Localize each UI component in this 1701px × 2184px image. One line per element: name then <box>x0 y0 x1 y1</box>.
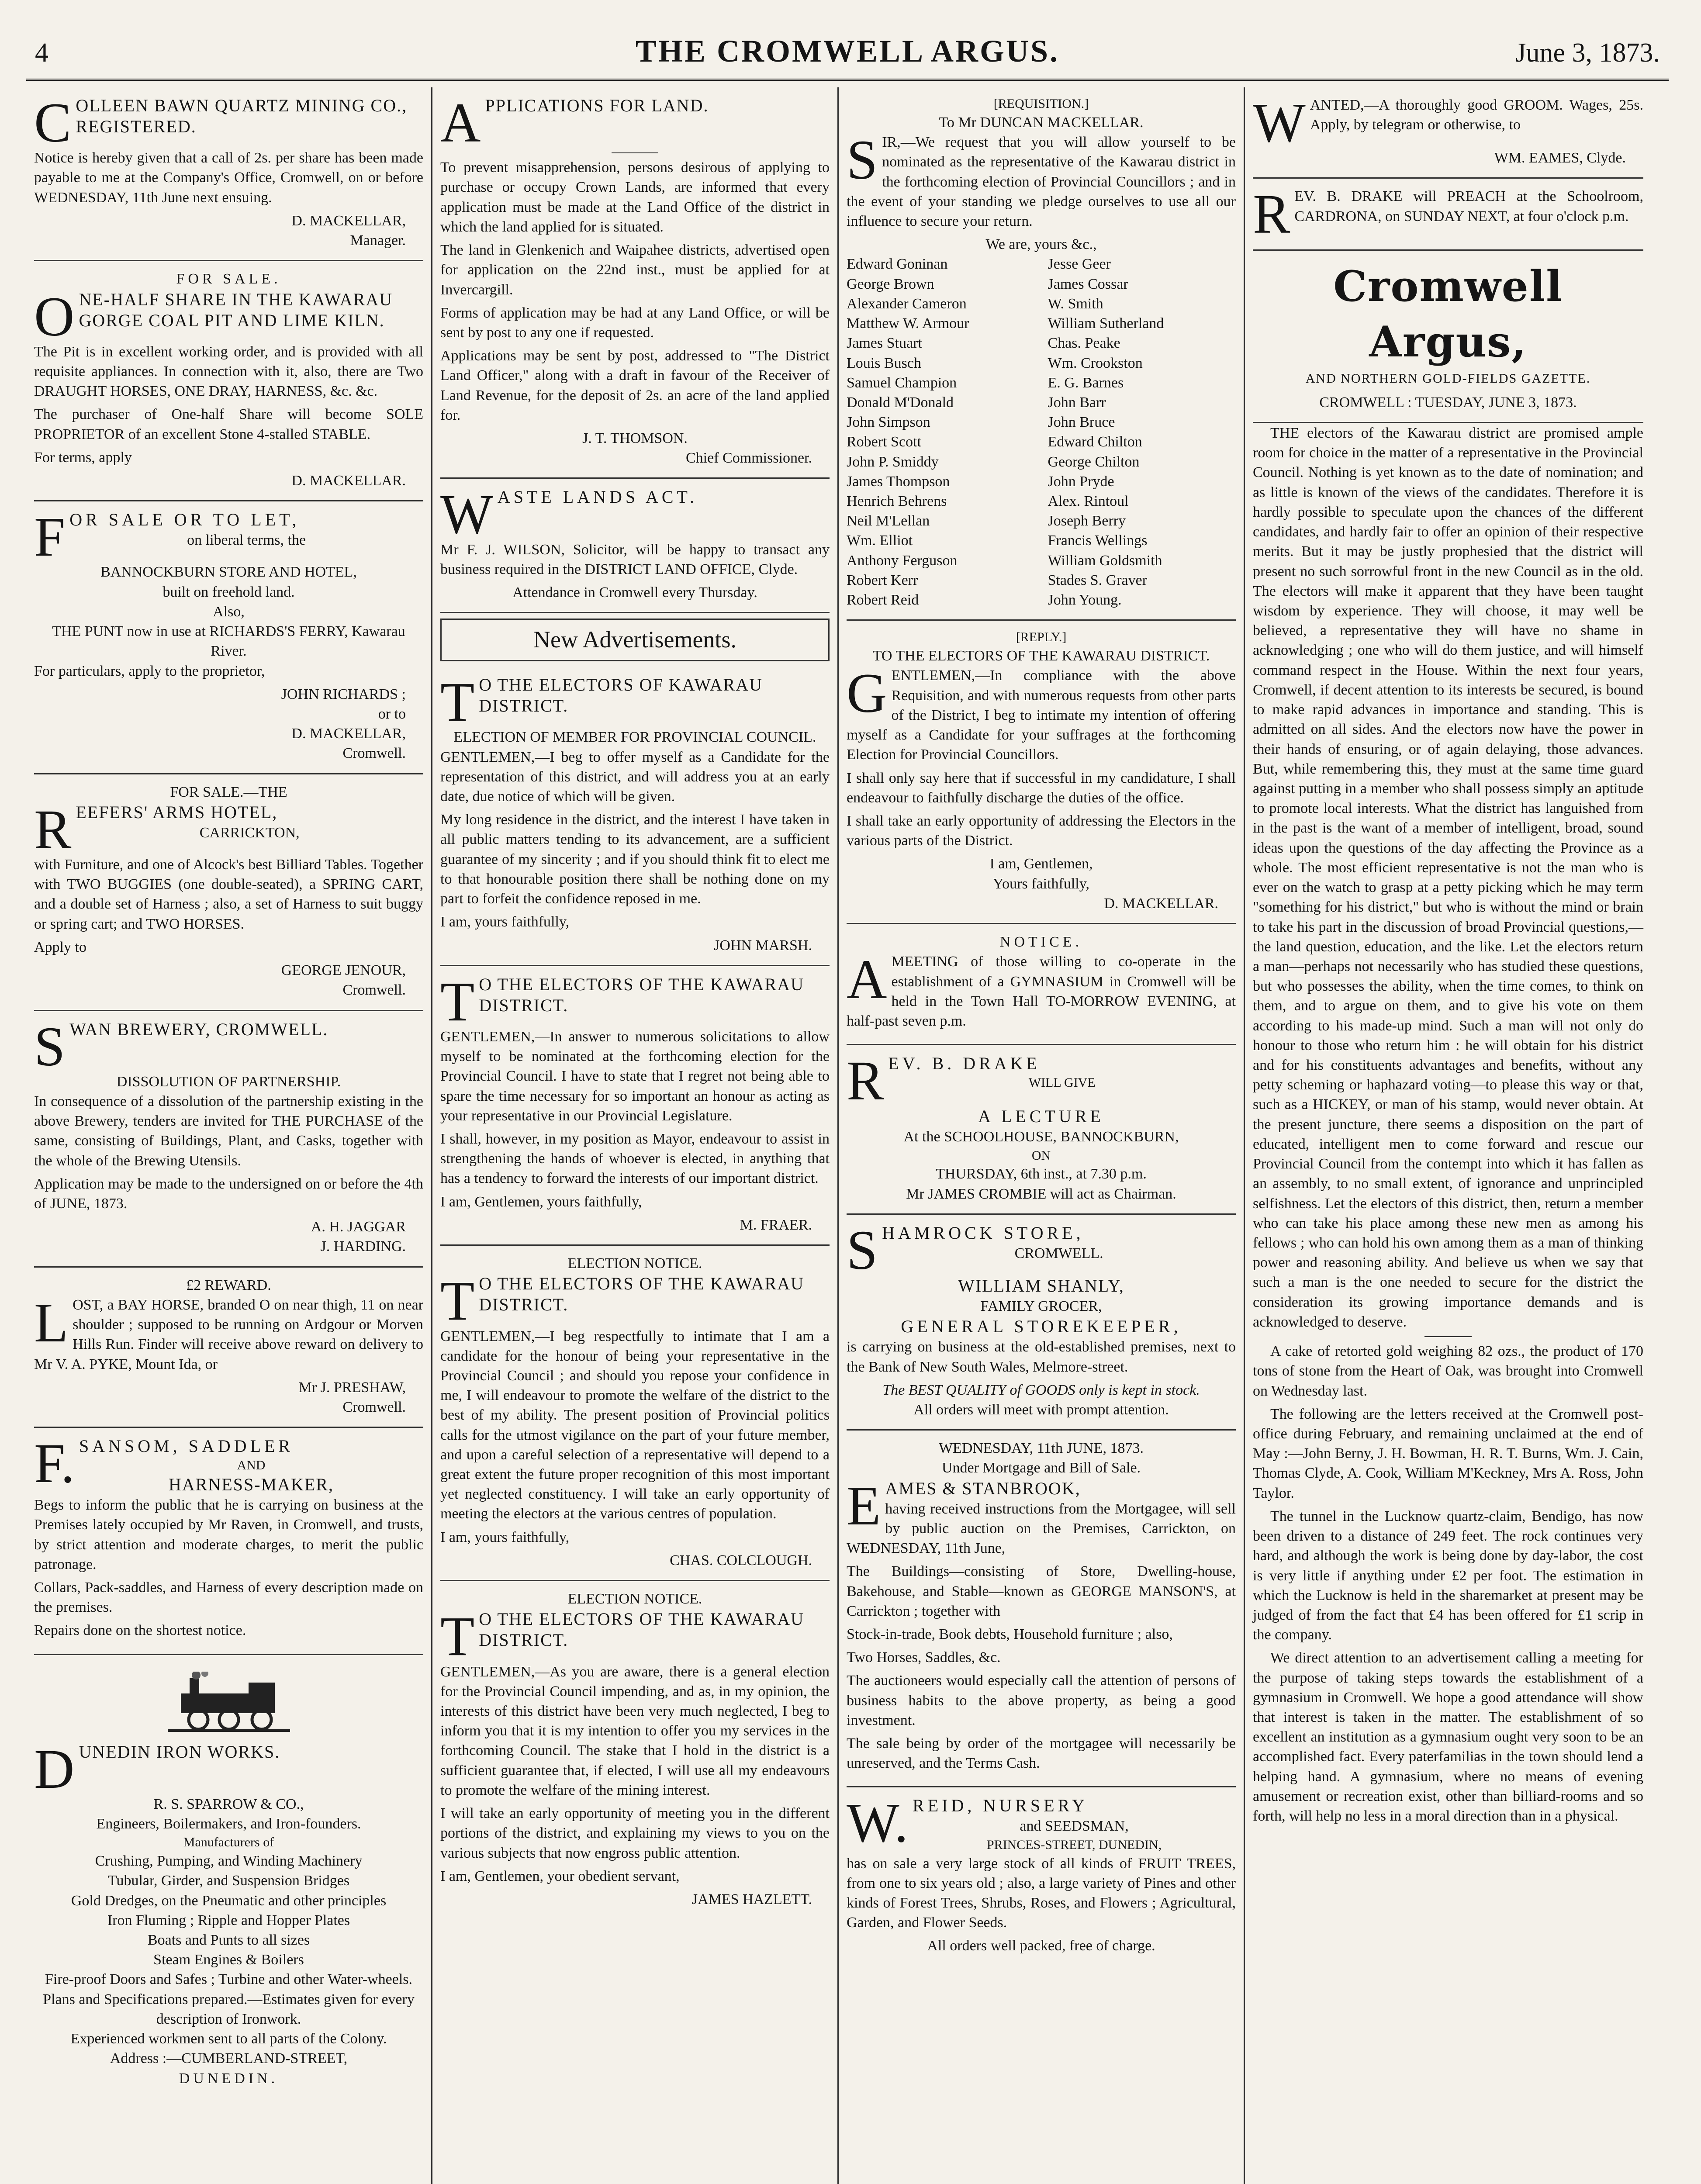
signature: or to <box>378 705 406 722</box>
ad-colleen-bawn <box>34 87 423 261</box>
ad-colclough <box>440 1246 830 1581</box>
drop-cap: W <box>1253 92 1306 154</box>
ad-body: Apply to <box>34 939 86 955</box>
signature: D. MACKELLAR. <box>291 473 406 489</box>
signatory-name: John Bruce <box>1048 414 1115 431</box>
ad-title: EV. B. DRAKE <box>888 1054 1041 1074</box>
news-paragraph: The following are the letters received at the Cromwell post-office during February, and remaining unclaimed at the end of May :—John Berny, J. H. Bowman, H. R. T. Burns, Wm. J. Cain, Thomas Clyde, A. Cook, William M'Keckney, Mrs A. Ross, John Taylor. <box>1253 1406 1643 1501</box>
divider <box>612 152 658 153</box>
ad-eames-auction <box>847 1431 1236 1787</box>
firm-name: R. S. SPARROW & CO., <box>153 1796 304 1812</box>
ad-line: Steam Engines & Boilers <box>153 1952 304 1968</box>
ad-body: OST, a BAY HORSE, branded O on near thigh, 11 on near shoulder ; supposed to be running on Ardgour or Morven Hills Run. Finder will receive above reward on delivery to Mr V. A. PYKE, Mount Ida, or <box>34 1296 423 1372</box>
signatory-name: Henrich Behrens <box>847 493 947 510</box>
ad-line: Fire-proof Doors and Safes ; Turbine and other Water-wheels. <box>45 1971 413 1988</box>
ad-title: O THE ELECTORS OF THE KAWARAU DISTRICT. <box>479 974 805 1015</box>
ad-body: The Pit is in excellent working order, and is provided with all requisite appliances. In connection with it, also, there are Two DRAUGHT HORSES, ONE DRAY, HARNESS, &c. &c. <box>34 343 423 400</box>
signature: D. MACKELLAR, <box>291 212 406 229</box>
ad-body: I am, Gentlemen, your obedient servant, <box>440 1868 680 1884</box>
columns <box>26 87 1669 2184</box>
ad-line: Mr JAMES CROMBIE will act as Chairman. <box>906 1185 1176 1202</box>
ad-swan-brewery <box>34 1011 423 1268</box>
signatory-list <box>847 254 1236 610</box>
ad-body: The purchaser of One-half Share will become SOLE PROPRIETOR of an excellent Stone 4-stalled STABLE. <box>34 406 423 442</box>
ad-body: I shall only say here that if successful in my candidature, I shall endeavour to faithfully discharge the duties of the office. <box>847 770 1236 806</box>
editorial-subtitle: AND NORTHERN GOLD-FIELDS GAZETTE. <box>1305 371 1591 386</box>
divider <box>1424 1336 1471 1337</box>
signature: JOHN MARSH. <box>714 937 812 954</box>
signature: Mr J. PRESHAW, <box>298 1379 406 1396</box>
ad-body: MEETING of those willing to co-operate in the establishment of a GYMNASIUM in Cromwell will be held in the Town Hall TO-MORROW EVENING, at half-past seven p.m. <box>847 954 1236 1029</box>
ad-title: O THE ELECTORS OF THE KAWARAU DISTRICT. <box>479 1609 805 1650</box>
ad-title: EEFERS' ARMS HOTEL, <box>76 802 278 822</box>
column-2 <box>432 87 839 2184</box>
ad-line: I am, Gentlemen, <box>989 856 1093 872</box>
signatory-name: Robert Scott <box>847 434 921 450</box>
signatory-name: John Simpson <box>847 414 930 431</box>
signatory-name: Samuel Champion <box>847 374 957 391</box>
ad-body: For particulars, apply to the proprietor, <box>34 663 265 679</box>
ad-line: At the SCHOOLHOUSE, BANNOCKBURN, <box>903 1129 1179 1145</box>
editorial-masthead <box>1253 251 1643 423</box>
ad-body: To prevent misapprehension, persons desirous of applying to purchase or occupy Crown Lands, are informed that every application must be made at the Land Office of the district in which the land applied for is situated. <box>440 159 830 235</box>
ad-body: The Buildings—consisting of Store, Dwelling-house, Bakehouse, and Stable—known as GEORGE MANSON'S, at Carrickton ; together with <box>847 1563 1236 1619</box>
ad-body: GENTLEMEN,—I beg to offer myself as a Candidate for the representation of this district, and will address you at an early date, due notice of which will be given. <box>440 749 830 805</box>
ad-line: Address :—CUMBERLAND-STREET, <box>110 2050 348 2067</box>
drop-cap: A <box>440 92 481 154</box>
signatory-name: Edward Goninan <box>847 256 948 273</box>
ad-line: FAMILY GROCER, <box>980 1298 1102 1315</box>
ad-heading: [REPLY.] <box>1016 630 1067 645</box>
ad-title: NE-HALF SHARE IN THE KAWARAU GORGE COAL PIT AND LIME KILN. <box>79 289 393 330</box>
drop-cap: T <box>440 1270 475 1332</box>
ad-title: REID, NURSERY <box>913 1796 1088 1816</box>
ad-fraer <box>440 966 830 1246</box>
signature-role: Manager. <box>350 232 406 249</box>
signature-role: Chief Commissioner. <box>686 450 812 467</box>
ad-line: All orders will meet with prompt attention. <box>913 1401 1169 1418</box>
drop-cap: R <box>34 798 72 860</box>
ad-body: Repairs done on the shortest notice. <box>34 1622 246 1639</box>
ad-heading: NOTICE. <box>999 934 1083 950</box>
drop-cap: O <box>34 285 75 348</box>
ad-reply <box>847 621 1236 924</box>
signatory-name: E. G. Barnes <box>1048 374 1124 391</box>
ad-line: Gold Dredges, on the Pneumatic and other principles <box>71 1892 387 1909</box>
drop-cap: T <box>440 970 475 1033</box>
ad-line: Also, <box>213 603 245 620</box>
ad-heading: FOR SALE. <box>176 271 281 287</box>
signatory-name: Alex. Rintoul <box>1048 493 1129 510</box>
signatory-name: Chas. Peake <box>1048 335 1120 352</box>
ad-marsh <box>440 667 830 966</box>
signature: Cromwell. <box>342 745 406 762</box>
signature: A. H. JAGGAR <box>311 1219 406 1235</box>
ad-body: The auctioneers would especially call the attention of persons of business habits to the above property, as being a good investment. <box>847 1673 1236 1728</box>
ad-body: GENTLEMEN,—As you are aware, there is a general election for the Provincial Council impending, and as, in my opinion, the interests of this district have been very much neglected, I beg to inform you that it is my intention to offer you my services in the forthcoming Council. The stake that I hold in the district is a sufficient guarantee that, if elected, I will use all my endeavours to promote the welfare of the mining interest. <box>440 1663 830 1798</box>
ad-body: I shall, however, in my position as Mayor, endeavour to assist in strengthening the hands of whoever is elected, in anything that has a tendency to forward the interests of our important district. <box>440 1131 830 1187</box>
signatory-name: Stades S. Graver <box>1048 572 1148 588</box>
issue-date: June 3, 1873. <box>1515 38 1660 68</box>
ad-body: The land in Glenkenich and Waipahee districts, advertised open for application on the 22nd inst., must be applied for at Invercargill. <box>440 242 830 298</box>
ad-title: HARNESS-MAKER, <box>168 1475 334 1495</box>
drop-cap: C <box>34 92 72 154</box>
ad-line: All orders well packed, free of charge. <box>927 1938 1155 1954</box>
ad-line: on liberal terms, the <box>187 532 306 549</box>
signatory-name: John Young. <box>1048 592 1122 608</box>
ad-body: Stock-in-trade, Book debts, Household furniture ; also, <box>847 1626 1173 1642</box>
ad-requisition <box>847 87 1236 621</box>
steam-engine-icon <box>163 1672 294 1733</box>
ad-hazlett <box>440 1581 830 1919</box>
ad-waste-lands <box>440 479 830 613</box>
ad-title: SANSOM, SADDLER <box>79 1436 294 1456</box>
ad-line: Experienced workmen sent to all parts of the Colony. <box>70 2031 387 2047</box>
ad-heading: WEDNESDAY, 11th JUNE, 1873. <box>938 1440 1144 1457</box>
drop-cap: E <box>847 1474 881 1537</box>
signature: D. MACKELLAR, <box>291 726 406 742</box>
ad-line: To Mr DUNCAN MACKELLAR. <box>939 114 1144 131</box>
drop-cap: F <box>34 506 66 568</box>
signature: Cromwell. <box>342 1399 406 1415</box>
column-4 <box>1245 87 1651 2184</box>
ad-shamrock-store <box>847 1215 1236 1431</box>
ad-body: GENTLEMEN,—I beg respectfully to intimate that I am a candidate for the honour of being your representative in the Provincial Council ; and should you repose your confidence in me, I will endeavour to promote the welfare of the district to the best of my ability. The present position of Provincial politics calls for the utmost vigilance on the part of your future member, and upon a careful selection of a representative will depend to a great extent the future proper recognition of this most important yet neglected constituency. I will take an early opportunity of meeting the electors at the various centres of population. <box>440 1328 830 1522</box>
ad-line: BANNOCKBURN STORE AND HOTEL, <box>100 564 357 581</box>
ad-body: My long residence in the district, and the interest I have taken in all public matters tending to its advancement, are a sufficient guarantee of my sincerity ; and if you should think fit to elect me to that honourable position there shall be nothing done on my part to forfeit the confidence reposed in me. <box>440 812 830 907</box>
ad-dunedin-iron-works <box>34 1655 423 2098</box>
ad-drake-preach <box>1253 179 1643 250</box>
editorial-body <box>1253 423 1643 1826</box>
ad-line: Tubular, Girder, and Suspension Bridges <box>107 1873 350 1889</box>
column-3 <box>839 87 1245 2184</box>
ad-line: We are, yours &c., <box>985 236 1097 253</box>
signatory-name: John Pryde <box>1048 473 1114 490</box>
signature: JAMES HAZLETT. <box>691 1891 812 1908</box>
ad-line: Attendance in Cromwell every Thursday. <box>512 584 757 601</box>
drop-cap: R <box>1253 183 1290 245</box>
drop-cap: S <box>847 1219 878 1281</box>
signatory-name: Anthony Ferguson <box>847 552 958 569</box>
drop-cap: R <box>847 1050 884 1112</box>
ad-line: Crushing, Pumping, and Winding Machinery <box>95 1853 363 1870</box>
ad-line: GENERAL STOREKEEPER, <box>901 1317 1182 1337</box>
ad-title: OR SALE OR TO LET, <box>69 510 300 530</box>
ad-body: EV. B. DRAKE will PREACH at the Schoolroom, CARDRONA, on SUNDAY NEXT, at four o'clock p.m. <box>1294 188 1643 225</box>
signature: WM. EAMES, Clyde. <box>1494 150 1626 166</box>
ad-bannockburn-hotel <box>34 501 423 774</box>
ad-line: DUNEDIN. <box>179 2070 279 2087</box>
editorial-paragraph: THE electors of the Kawarau district are promised ample room for choice in the matter of a representative in the Provincial Council. Nothing is yet known as to the date of nomination; and as little is known of the views of the candidates. Therefore it is hardly possible to speculate upon the chances of the different candidates, and hardly fair to offer an opinion of their respective merits. But it may be justly prophesied that the district will present no such sorrowful front in the new Council as in the old. The electors will make it apparent that they have been taught wisdom by experience. They will choose, it may well be believed, a representative they will have no shame in acknowledging ; one who will do them justice, and will himself command respect in the House. Within the next four years, Cromwell, if decent attention to its interests be secured, is bound to make rapid advances in importance and standing. This is admitted on all sides. And the electors now have the power in their hands of ensuring, or of again delaying, those advances. But, while remembering this, they must at the same time guard against putting in a member who shall possess simply an aptitude to promote local interests. What the district has languished from in the past is the want of a member of intelligent, broad, sound ideas upon the questions of the day affecting the Province as a whole. The most efficient representative is not the man who is ever on the watch to grasp at a petty picking which he may term "something for his district," but who is without the mind or brain to take his part in the discussion of broad Provincial questions,—the land question, education, and the like. Let the electors return a man—perhaps not necessarily who has studied these questions, but who possesses the ability, when the time comes, to think on them, and to argue on them, and to give his vote on them according to his made-up mind. Such a man will not only do honour to those who return him : he will obtain for his district and for his constituents advantages and benefits, without any petty scheming or haphazard voting—to please this way or that, such as a HICKEY, or man of his stamp, would never obtain. At the present juncture, there seems a disposition on the part of educated, intelligent men to come forward and rescue our Provincial Council from the contempt into which it has fallen as an assembly, to no small extent, of ignorance and unprincipled selfishness. Let the electors of this district, then, return a member who can take his place among these new men as among his fellows ; who can hold his own among them as a man of thinking power and reasoning ability. And believe us when we say that such a man is the one needed to secure for the district the consideration its growing importance demands and is acknowledged to deserve. <box>1253 425 1643 1330</box>
ad-body: Two Horses, Saddles, &c. <box>847 1649 1001 1666</box>
ad-body: Application may be made to the undersigned on or before the 4th of JUNE, 1873. <box>34 1175 423 1212</box>
ad-title: O THE ELECTORS OF KAWARAU DISTRICT. <box>479 675 763 716</box>
signatory-name: William Sutherland <box>1048 315 1164 332</box>
ad-title: HAMROCK STORE, <box>882 1223 1084 1243</box>
signature: M. FRAER. <box>740 1216 812 1233</box>
paper-title: THE CROMWELL ARGUS. <box>635 34 1060 69</box>
ad-line: Boats and Punts to all sizes <box>147 1932 310 1949</box>
signatory-name: John Barr <box>1048 394 1106 411</box>
ad-body: GENTLEMEN,—In answer to numerous solicitations to allow myself to be nominated at the forthcoming election for the Provincial Council. I have to state that I regret not being able to spare the time necessary for so important an honour as acting as your representative in our Provincial Legislature. <box>440 1028 830 1124</box>
drop-cap: W. <box>847 1792 909 1854</box>
ad-body: Notice is hereby given that a call of 2s. per share has been made payable to me at the Company's Office, Cromwell, on or before WEDNESDAY, 11th June next ensuing. <box>34 150 423 206</box>
ad-line: AND <box>237 1458 266 1473</box>
ad-body: I am, Gentlemen, yours faithfully, <box>440 1193 642 1210</box>
signature: J. T. THOMSON. <box>582 430 688 447</box>
drop-cap: S <box>34 1015 66 1078</box>
ad-line: Iron Fluming ; Ripple and Hopper Plates <box>107 1912 350 1928</box>
signature: J. HARDING. <box>320 1238 406 1255</box>
ad-body: I will take an early opportunity of meeting you in the different portions of the district, and explaining my views to you on the various subjects that now engross public attention. <box>440 1805 830 1861</box>
ad-body: having received instructions from the Mortgagee, will sell by public auction on the Premises, Carrickton, on WEDNESDAY, 11th June, <box>847 1500 1236 1557</box>
ad-coal-pit-sale <box>34 261 423 501</box>
ad-body: Applications may be sent by post, addressed to "The District Land Officer," along with a draft in favour of the Receiver of Land Revenue, for the deposit of 2s. an acre of the land applied for. <box>440 348 830 423</box>
signatory-name: Francis Wellings <box>1048 532 1148 549</box>
ad-title: O THE ELECTORS OF THE KAWARAU DISTRICT. <box>479 1274 805 1315</box>
ad-subtitle: ELECTION OF MEMBER FOR PROVINCIAL COUNCIL. <box>453 729 816 746</box>
signatory-name: Matthew W. Armour <box>847 315 969 332</box>
ad-applications-land <box>440 87 830 479</box>
signatory-name: Alexander Cameron <box>847 295 967 312</box>
signature: GEORGE JENOUR, <box>281 962 406 979</box>
ad-line: THURSDAY, 6th inst., at 7.30 p.m. <box>936 1166 1147 1182</box>
news-paragraph: A cake of retorted gold weighing 82 ozs., the product of 170 tons of stone from the Heart of Oak, was brought into Cromwell on Wednesday last. <box>1253 1343 1643 1399</box>
signatory-name: Robert Kerr <box>847 572 918 588</box>
ad-title: PPLICATIONS FOR LAND. <box>485 96 709 115</box>
ad-body: Mr F. J. WILSON, Solicitor, will be happy to transact any business required in the DISTRICT LAND OFFICE, Clyde. <box>440 541 830 577</box>
ad-title: TO THE ELECTORS OF THE KAWARAU DISTRICT. <box>872 648 1210 664</box>
signature: CHAS. COLCLOUGH. <box>670 1552 812 1569</box>
signatory-name: Jesse Geer <box>1048 256 1111 273</box>
newspaper-page <box>26 17 1669 2184</box>
ad-title: OLLEEN BAWN QUARTZ MINING CO., REGISTERED. <box>76 96 408 136</box>
editorial-title: Cromwell Argus, <box>1333 261 1563 367</box>
ad-heading: ELECTION NOTICE. <box>567 1591 702 1607</box>
signatory-name: Wm. Elliot <box>847 532 913 549</box>
ad-line: The BEST QUALITY of GOODS only is kept in stock. <box>882 1382 1200 1398</box>
ad-subtitle: DISSOLUTION OF PARTNERSHIP. <box>116 1073 341 1090</box>
ad-body: Begs to inform the public that he is carrying on business at the Premises lately occupied by Mr Raven, in Cromwell, and trusts, by strict attention and moderate charges, to merit the public patronage. <box>34 1497 423 1572</box>
page-number: 4 <box>35 38 48 68</box>
ad-line: A LECTURE <box>978 1106 1104 1127</box>
signatory-name: Joseph Berry <box>1048 513 1126 529</box>
ad-body: I am, yours faithfully, <box>440 1529 570 1545</box>
column-1 <box>26 87 432 2184</box>
signatory-name: Neil M'Lellan <box>847 513 930 529</box>
drop-cap: L <box>34 1291 69 1354</box>
ad-body: For terms, apply <box>34 449 132 466</box>
ad-line: WILL GIVE <box>1028 1075 1096 1090</box>
signatory-name: Wm. Crookston <box>1048 355 1143 371</box>
drop-cap: S <box>847 129 878 191</box>
ad-subtitle: and SEEDSMAN, <box>1020 1818 1129 1835</box>
signatory-name: Donald M'Donald <box>847 394 954 411</box>
ad-subtitle: CARRICKTON, <box>199 824 300 841</box>
ad-body: Forms of application may be had at any Land Office, or will be sent by post to any one if requested. <box>440 304 830 341</box>
ad-line: Yours faithfully, <box>992 875 1090 892</box>
ad-body: has on sale a very large stock of all kinds of FRUIT TREES, from one to six years old ; also, a large variety of Pines and other kinds of Forest Trees, Shrubs, Roses, and Flowers ; Agricultural, Garden, and Flower Seeds. <box>847 1855 1236 1931</box>
signatory-name: George Brown <box>847 276 934 292</box>
ad-body: I am, yours faithfully, <box>440 914 570 930</box>
masthead <box>26 17 1669 81</box>
ad-body: with Furniture, and one of Alcock's best Billiard Tables. Together with TWO BUGGIES (one double-seated), a SPRING CART, and a double set of Harness ; also, a set of Harness to suit buggy or spring cart; and TWO HORSES. <box>34 857 423 932</box>
signatory-name: James Stuart <box>847 335 922 352</box>
drop-cap: F. <box>34 1432 75 1495</box>
signatory-name: Robert Reid <box>847 592 919 608</box>
ad-line: built on freehold land. <box>162 584 295 600</box>
ad-line: Plans and Specifications prepared.—Estimates given for every description of Ironwork. <box>43 1991 415 2027</box>
signature: D. MACKELLAR. <box>1104 895 1218 912</box>
ad-line: PRINCES-STREET, DUNEDIN, <box>986 1837 1162 1852</box>
signatory-name: W. Smith <box>1048 295 1103 312</box>
signatory-name: James Thompson <box>847 473 950 490</box>
ad-title: UNEDIN IRON WORKS. <box>79 1742 280 1762</box>
news-paragraph: We direct attention to an advertisement calling a meeting for the purpose of taking steps towards the establishment of a gymnasium in Cromwell. We hope a good attendance will show that interest is taken in the matter. The establishment of so excellent an institution as a gymnasium ought very soon to be an accomplished fact. Every paterfamilias in the town should lend a helping hand. A gymnasium, where no means of evening amusement or recreation exist, other than billiard-rooms and so forth, will help no less in a moral direction than in a physical. <box>1253 1650 1643 1825</box>
ad-drake-lecture <box>847 1045 1236 1215</box>
ad-title: ASTE LANDS ACT. <box>497 487 698 507</box>
ad-line: Manufacturers of <box>183 1835 274 1850</box>
signatory-name: Louis Busch <box>847 355 921 371</box>
ad-heading: FOR SALE.—THE <box>170 784 287 800</box>
ad-line: THE PUNT now in use at RICHARDS'S FERRY, Kawarau River. <box>52 623 405 660</box>
ad-lost-horse <box>34 1268 423 1428</box>
signatory-name: John P. Smiddy <box>847 453 939 470</box>
ad-body: ANTED,—A thoroughly good GROOM. Wages, 25s. Apply, by telegram or otherwise, to <box>1310 97 1643 133</box>
ad-body: Collars, Pack-saddles, and Harness of every description made on the premises. <box>34 1579 423 1616</box>
signature: Cromwell. <box>342 982 406 999</box>
ad-body: In consequence of a dissolution of the partnership existing in the above Brewery, tenders are invited for THE PURCHASE of the same, consisting of Buildings, Plant, and Casks, together with the whole of the Brewing Utensils. <box>34 1093 423 1169</box>
drop-cap: T <box>440 671 475 733</box>
ad-wanted-groom <box>1253 87 1643 179</box>
editorial-dateline: CROMWELL : TUESDAY, JUNE 3, 1873. <box>1319 394 1577 411</box>
ad-heading: ELECTION NOTICE. <box>567 1255 702 1272</box>
ad-reid-nursery <box>847 1787 1236 1965</box>
ad-body: ENTLEMEN,—In compliance with the above Requisition, and with numerous requests from other parts of the District, I beg to intimate my intention of offering myself as a Candidate for your suffrages at the forthcoming Election for Provincial Councillors. <box>847 667 1236 763</box>
drop-cap: T <box>440 1605 475 1668</box>
news-paragraph: The tunnel in the Lucknow quartz-claim, Bendigo, has now been driven to a distance of 249 feet. The rock continues very hard, and although the work is being done by day-labor, the cost is very little if anything under £2 per foot. The estimation in which the Lucknow is held in the sharemarket at present may be judged of from the fact that £4 has been offered for £1 scrip in the company. <box>1253 1508 1643 1643</box>
signatory-name: George Chilton <box>1048 453 1140 470</box>
signature: JOHN RICHARDS ; <box>281 686 406 702</box>
drop-cap: D <box>34 1738 75 1800</box>
drop-cap: W <box>440 483 493 546</box>
drop-cap: G <box>847 662 887 725</box>
ad-heading: [REQUISITION.] <box>993 97 1089 111</box>
signatory-name: James Cossar <box>1048 276 1128 292</box>
ad-sansom-saddler <box>34 1428 423 1655</box>
ad-reefers-arms <box>34 774 423 1011</box>
ad-body: The sale being by order of the mortgagee will necessarily be unreserved, and the Terms Cash. <box>847 1735 1236 1772</box>
ad-subtitle: Under Mortgage and Bill of Sale. <box>941 1460 1141 1476</box>
signatory-name: Edward Chilton <box>1048 434 1142 450</box>
ad-body: I shall take an early opportunity of addressing the Electors in the various parts of the District. <box>847 813 1236 849</box>
ad-title: AMES & STANBROOK, <box>885 1478 1081 1498</box>
drop-cap: A <box>847 948 887 1011</box>
ad-body: is carrying on business at the old-established premises, next to the Bank of New South Wales, Melmore-street. <box>847 1339 1236 1375</box>
proprietor-name: WILLIAM SHANLY, <box>958 1276 1124 1296</box>
ad-gymnasium-notice <box>847 924 1236 1045</box>
ad-line: Engineers, Boilermakers, and Iron-founders. <box>96 1816 361 1832</box>
signatory-name: William Goldsmith <box>1048 552 1162 569</box>
ad-body: IR,—We request that you will allow yourself to be nominated as the representative of the Kawarau district in the forthcoming election of Provincial Councillors ; and in the event of your standing we pledge ourselves to use all our influence to secure your return. <box>847 134 1236 229</box>
ad-line: ON <box>1031 1148 1051 1163</box>
section-heading: New Advertisements. <box>440 619 830 661</box>
ad-heading: £2 REWARD. <box>186 1277 271 1293</box>
ad-subtitle: CROMWELL. <box>1014 1245 1103 1261</box>
ad-title: WAN BREWERY, CROMWELL. <box>69 1019 328 1039</box>
